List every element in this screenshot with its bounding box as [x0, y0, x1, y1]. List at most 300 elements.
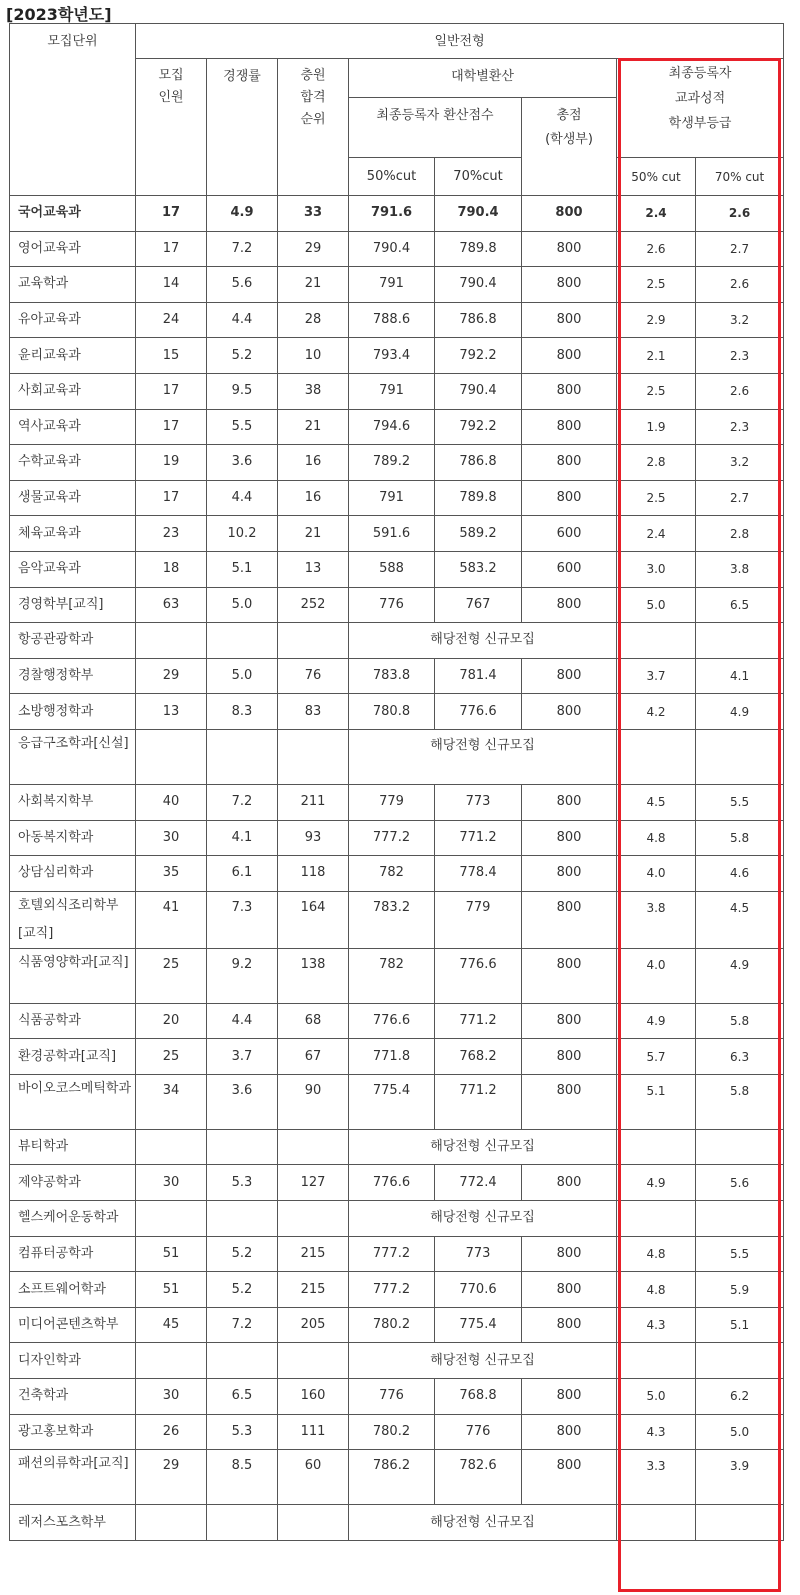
competition-cell: 4.4 [207, 480, 278, 516]
grade-cut70-cell: 5.5 [696, 784, 784, 820]
competition-cell: 5.0 [207, 587, 278, 623]
rank-cell: 164 [278, 891, 349, 948]
total-cell: 800 [522, 1074, 617, 1129]
unit-cell: 응급구조학과[신설] [10, 729, 136, 784]
quota-cell: 18 [136, 551, 207, 587]
table-row [10, 856, 784, 892]
competition-cell: 7.2 [207, 231, 278, 267]
unit-cell: 광고홍보학과 [10, 1414, 136, 1450]
total-cell: 800 [522, 267, 617, 303]
rank-cell: 29 [278, 231, 349, 267]
unit-cell: 바이오코스메틱학과 [10, 1074, 136, 1129]
quota-cell: 40 [136, 784, 207, 820]
unit-cell: 항공관광학과 [10, 623, 136, 659]
new-recruit-cell: 해당전형 신규모집 [349, 1343, 617, 1379]
score-cut50-cell: 771.8 [349, 1039, 435, 1075]
grade-cut70-cell: 6.5 [696, 587, 784, 623]
table-body [10, 196, 784, 1541]
empty-cell [696, 1505, 784, 1541]
header-competition: 경쟁률 [207, 59, 278, 196]
score-cut70-cell: 583.2 [435, 551, 522, 587]
quota-cell: 23 [136, 516, 207, 552]
grade-cut70-cell: 5.1 [696, 1307, 784, 1343]
empty-cell [617, 1343, 696, 1379]
unit-cell: 소방행정학과 [10, 694, 136, 730]
table-row [10, 820, 784, 856]
empty-cell [278, 1343, 349, 1379]
competition-cell: 5.1 [207, 551, 278, 587]
table-row [10, 891, 784, 948]
grade-cut50-cell: 2.5 [617, 480, 696, 516]
score-cut50-cell: 776.6 [349, 1165, 435, 1201]
quota-cell: 13 [136, 694, 207, 730]
grade-cut70-cell: 6.2 [696, 1379, 784, 1415]
grade-cut70-cell: 5.0 [696, 1414, 784, 1450]
total-cell: 800 [522, 196, 617, 232]
grade-cut50-cell: 3.7 [617, 658, 696, 694]
quota-cell: 29 [136, 658, 207, 694]
total-cell: 800 [522, 373, 617, 409]
competition-cell: 3.7 [207, 1039, 278, 1075]
grade-cut50-cell: 2.8 [617, 445, 696, 481]
total-cell: 800 [522, 338, 617, 374]
empty-cell [136, 1505, 207, 1541]
total-cell: 800 [522, 820, 617, 856]
score-cut50-cell: 780.2 [349, 1414, 435, 1450]
grade-cut50-cell: 3.0 [617, 551, 696, 587]
rank-cell: 10 [278, 338, 349, 374]
score-cut70-cell: 779 [435, 891, 522, 948]
table-row [10, 1074, 784, 1129]
quota-cell: 30 [136, 1165, 207, 1201]
rank-cell: 21 [278, 409, 349, 445]
new-recruit-cell: 해당전형 신규모집 [349, 729, 617, 784]
competition-cell: 10.2 [207, 516, 278, 552]
unit-cell: 미디어콘텐츠학부 [10, 1307, 136, 1343]
competition-cell: 3.6 [207, 1074, 278, 1129]
competition-cell: 5.3 [207, 1165, 278, 1201]
admission-table [9, 23, 784, 1541]
quota-cell: 20 [136, 1003, 207, 1039]
unit-cell: 생물교육과 [10, 480, 136, 516]
table-row [10, 409, 784, 445]
score-cut70-cell: 773 [435, 784, 522, 820]
quota-cell: 14 [136, 267, 207, 303]
rank-cell: 90 [278, 1074, 349, 1129]
grade-cut70-cell: 5.5 [696, 1236, 784, 1272]
rank-cell: 13 [278, 551, 349, 587]
score-cut70-cell: 778.4 [435, 856, 522, 892]
total-cell: 800 [522, 891, 617, 948]
grade-cut70-cell: 2.3 [696, 338, 784, 374]
grade-cut70-cell: 4.9 [696, 694, 784, 730]
empty-cell [207, 623, 278, 659]
total-cell: 800 [522, 694, 617, 730]
competition-cell: 8.3 [207, 694, 278, 730]
quota-cell: 17 [136, 409, 207, 445]
empty-cell [207, 1343, 278, 1379]
grade-cut70-cell: 5.8 [696, 1074, 784, 1129]
rank-cell: 67 [278, 1039, 349, 1075]
quota-cell: 41 [136, 891, 207, 948]
grade-cut50-cell: 4.9 [617, 1165, 696, 1201]
grade-cut70-cell: 2.6 [696, 373, 784, 409]
competition-cell: 3.6 [207, 445, 278, 481]
total-cell: 800 [522, 1450, 617, 1505]
unit-cell: 레저스포츠학부 [10, 1505, 136, 1541]
quota-cell: 25 [136, 948, 207, 1003]
quota-cell: 51 [136, 1236, 207, 1272]
score-cut50-cell: 783.2 [349, 891, 435, 948]
score-cut50-cell: 791 [349, 267, 435, 303]
rank-cell: 83 [278, 694, 349, 730]
score-cut70-cell: 775.4 [435, 1307, 522, 1343]
rank-cell: 138 [278, 948, 349, 1003]
unit-cell: 사회복지학부 [10, 784, 136, 820]
grade-cut70-cell: 4.6 [696, 856, 784, 892]
unit-cell: 아동복지학과 [10, 820, 136, 856]
competition-cell: 7.2 [207, 784, 278, 820]
table-row [10, 587, 784, 623]
unit-cell: 디자인학과 [10, 1343, 136, 1379]
grade-cut50-cell: 2.4 [617, 196, 696, 232]
competition-cell: 4.9 [207, 196, 278, 232]
total-cell: 800 [522, 302, 617, 338]
quota-cell: 25 [136, 1039, 207, 1075]
rank-cell: 28 [278, 302, 349, 338]
total-cell: 600 [522, 551, 617, 587]
grade-cut70-cell: 5.6 [696, 1165, 784, 1201]
total-cell: 800 [522, 948, 617, 1003]
competition-cell: 7.2 [207, 1307, 278, 1343]
total-cell: 600 [522, 516, 617, 552]
competition-cell: 4.1 [207, 820, 278, 856]
table-row [10, 445, 784, 481]
rank-cell: 38 [278, 373, 349, 409]
total-cell: 800 [522, 1236, 617, 1272]
header-cut70-grade: 70% cut [696, 158, 784, 196]
score-cut50-cell: 780.8 [349, 694, 435, 730]
grade-cut70-cell: 3.8 [696, 551, 784, 587]
table-row [10, 1236, 784, 1272]
table-row [10, 551, 784, 587]
score-cut50-cell: 788.6 [349, 302, 435, 338]
table-row [10, 1003, 784, 1039]
table-row [10, 338, 784, 374]
unit-cell: 상담심리학과 [10, 856, 136, 892]
empty-cell [136, 1343, 207, 1379]
unit-cell: 헬스케어운동학과 [10, 1201, 136, 1237]
quota-cell: 26 [136, 1414, 207, 1450]
grade-cut50-cell: 5.1 [617, 1074, 696, 1129]
competition-cell: 5.0 [207, 658, 278, 694]
score-cut70-cell: 771.2 [435, 1074, 522, 1129]
score-cut50-cell: 791 [349, 480, 435, 516]
grade-cut50-cell: 4.8 [617, 1236, 696, 1272]
grade-cut50-cell: 4.5 [617, 784, 696, 820]
empty-cell [207, 1505, 278, 1541]
unit-cell: 교육학과 [10, 267, 136, 303]
rank-cell: 33 [278, 196, 349, 232]
table-row [10, 302, 784, 338]
header-final-grade: 최종등록자 교과성적 학생부등급 [617, 59, 784, 158]
empty-cell [136, 1201, 207, 1237]
competition-cell: 4.4 [207, 302, 278, 338]
score-cut50-cell: 789.2 [349, 445, 435, 481]
header-final-score: 최종등록자 환산점수 [349, 98, 522, 158]
rank-cell: 118 [278, 856, 349, 892]
quota-cell: 15 [136, 338, 207, 374]
grade-cut50-cell: 2.1 [617, 338, 696, 374]
total-cell: 800 [522, 480, 617, 516]
score-cut70-cell: 782.6 [435, 1450, 522, 1505]
quota-cell: 19 [136, 445, 207, 481]
unit-cell: 유아교육과 [10, 302, 136, 338]
table-row [10, 1129, 784, 1165]
table-row [10, 1307, 784, 1343]
unit-cell: 수학교육과 [10, 445, 136, 481]
unit-cell: 패션의류학과[교직] [10, 1450, 136, 1505]
table-row [10, 948, 784, 1003]
score-cut50-cell: 777.2 [349, 1272, 435, 1308]
grade-cut70-cell: 4.5 [696, 891, 784, 948]
competition-cell: 5.2 [207, 1272, 278, 1308]
total-cell: 800 [522, 445, 617, 481]
empty-cell [617, 1201, 696, 1237]
competition-cell: 9.5 [207, 373, 278, 409]
score-cut50-cell: 783.8 [349, 658, 435, 694]
unit-cell: 국어교육과 [10, 196, 136, 232]
empty-cell [617, 623, 696, 659]
empty-cell [617, 729, 696, 784]
empty-cell [136, 623, 207, 659]
quota-cell: 30 [136, 820, 207, 856]
score-cut70-cell: 767 [435, 587, 522, 623]
unit-cell: 뷰티학과 [10, 1129, 136, 1165]
score-cut50-cell: 786.2 [349, 1450, 435, 1505]
total-cell: 800 [522, 409, 617, 445]
unit-cell: 호텔외식조리학부[교직] [10, 891, 136, 948]
grade-cut50-cell: 2.6 [617, 231, 696, 267]
score-cut50-cell: 779 [349, 784, 435, 820]
score-cut70-cell: 786.8 [435, 445, 522, 481]
score-cut70-cell: 772.4 [435, 1165, 522, 1201]
table-row [10, 231, 784, 267]
rank-cell: 111 [278, 1414, 349, 1450]
unit-cell: 역사교육과 [10, 409, 136, 445]
score-cut70-cell: 776.6 [435, 694, 522, 730]
unit-cell: 체육교육과 [10, 516, 136, 552]
score-cut50-cell: 776 [349, 1379, 435, 1415]
grade-cut50-cell: 4.8 [617, 1272, 696, 1308]
grade-cut50-cell: 4.9 [617, 1003, 696, 1039]
grade-cut50-cell: 2.9 [617, 302, 696, 338]
competition-cell: 7.3 [207, 891, 278, 948]
unit-cell: 음악교육과 [10, 551, 136, 587]
table-row [10, 1343, 784, 1379]
competition-cell: 8.5 [207, 1450, 278, 1505]
empty-cell [617, 1129, 696, 1165]
grade-cut50-cell: 5.0 [617, 1379, 696, 1415]
score-cut70-cell: 768.8 [435, 1379, 522, 1415]
unit-cell: 사회교육과 [10, 373, 136, 409]
grade-cut70-cell: 2.3 [696, 409, 784, 445]
grade-cut70-cell: 2.7 [696, 231, 784, 267]
grade-cut70-cell: 3.9 [696, 1450, 784, 1505]
grade-cut70-cell: 3.2 [696, 302, 784, 338]
score-cut70-cell: 792.2 [435, 409, 522, 445]
score-cut70-cell: 790.4 [435, 373, 522, 409]
score-cut50-cell: 775.4 [349, 1074, 435, 1129]
grade-cut70-cell: 2.6 [696, 267, 784, 303]
table-row [10, 1039, 784, 1075]
page-title: [2023학년도] [6, 5, 112, 24]
empty-cell [696, 1129, 784, 1165]
grade-cut70-cell: 2.8 [696, 516, 784, 552]
competition-cell: 4.4 [207, 1003, 278, 1039]
unit-cell: 컴퓨터공학과 [10, 1236, 136, 1272]
table-row [10, 516, 784, 552]
new-recruit-cell: 해당전형 신규모집 [349, 1201, 617, 1237]
rank-cell: 16 [278, 445, 349, 481]
competition-cell: 9.2 [207, 948, 278, 1003]
table-row [10, 267, 784, 303]
header-total: 총점 (학생부) [522, 98, 617, 196]
grade-cut50-cell: 3.8 [617, 891, 696, 948]
rank-cell: 93 [278, 820, 349, 856]
rank-cell: 127 [278, 1165, 349, 1201]
header-cut70: 70%cut [435, 158, 522, 196]
total-cell: 800 [522, 1165, 617, 1201]
competition-cell: 5.6 [207, 267, 278, 303]
table-row [10, 1450, 784, 1505]
table-row [10, 1379, 784, 1415]
header-general: 일반전형 [136, 24, 784, 59]
score-cut50-cell: 588 [349, 551, 435, 587]
empty-cell [136, 729, 207, 784]
empty-cell [207, 1129, 278, 1165]
total-cell: 800 [522, 231, 617, 267]
score-cut70-cell: 771.2 [435, 1003, 522, 1039]
score-cut70-cell: 770.6 [435, 1272, 522, 1308]
score-cut50-cell: 776.6 [349, 1003, 435, 1039]
table-row [10, 1505, 784, 1541]
rank-cell: 211 [278, 784, 349, 820]
score-cut70-cell: 776.6 [435, 948, 522, 1003]
grade-cut70-cell: 4.1 [696, 658, 784, 694]
rank-cell: 205 [278, 1307, 349, 1343]
header-cut50-grade: 50% cut [617, 158, 696, 196]
table-row [10, 694, 784, 730]
empty-cell [696, 623, 784, 659]
grade-cut70-cell: 5.9 [696, 1272, 784, 1308]
total-cell: 800 [522, 1414, 617, 1450]
score-cut70-cell: 768.2 [435, 1039, 522, 1075]
unit-cell: 환경공학과[교직] [10, 1039, 136, 1075]
competition-cell: 5.5 [207, 409, 278, 445]
score-cut50-cell: 777.2 [349, 820, 435, 856]
table-row [10, 373, 784, 409]
competition-cell: 5.2 [207, 338, 278, 374]
score-cut70-cell: 786.8 [435, 302, 522, 338]
quota-cell: 24 [136, 302, 207, 338]
empty-cell [207, 729, 278, 784]
rank-cell: 160 [278, 1379, 349, 1415]
competition-cell: 5.2 [207, 1236, 278, 1272]
grade-cut70-cell: 3.2 [696, 445, 784, 481]
total-cell: 800 [522, 658, 617, 694]
total-cell: 800 [522, 1307, 617, 1343]
grade-cut50-cell: 3.3 [617, 1450, 696, 1505]
grade-cut50-cell: 4.2 [617, 694, 696, 730]
unit-cell: 윤리교육과 [10, 338, 136, 374]
grade-cut70-cell: 6.3 [696, 1039, 784, 1075]
unit-cell: 영어교육과 [10, 231, 136, 267]
quota-cell: 35 [136, 856, 207, 892]
rank-cell: 252 [278, 587, 349, 623]
total-cell: 800 [522, 1003, 617, 1039]
table-row [10, 1201, 784, 1237]
rank-cell: 215 [278, 1236, 349, 1272]
empty-cell [278, 1129, 349, 1165]
empty-cell [696, 729, 784, 784]
table-row [10, 623, 784, 659]
total-cell: 800 [522, 587, 617, 623]
empty-cell [278, 729, 349, 784]
score-cut70-cell: 789.8 [435, 480, 522, 516]
quota-cell: 17 [136, 231, 207, 267]
grade-cut70-cell: 5.8 [696, 1003, 784, 1039]
header-quota: 모집 인원 [136, 59, 207, 196]
rank-cell: 76 [278, 658, 349, 694]
grade-cut70-cell: 5.8 [696, 820, 784, 856]
total-cell: 800 [522, 784, 617, 820]
quota-cell: 63 [136, 587, 207, 623]
score-cut70-cell: 589.2 [435, 516, 522, 552]
score-cut70-cell: 789.8 [435, 231, 522, 267]
header-rank: 충원 합격 순위 [278, 59, 349, 196]
table-row [10, 480, 784, 516]
table-row [10, 1414, 784, 1450]
grade-cut70-cell: 4.9 [696, 948, 784, 1003]
empty-cell [617, 1505, 696, 1541]
unit-cell: 소프트웨어학과 [10, 1272, 136, 1308]
score-cut50-cell: 790.4 [349, 231, 435, 267]
unit-cell: 경영학부[교직] [10, 587, 136, 623]
rank-cell: 21 [278, 516, 349, 552]
grade-cut50-cell: 5.0 [617, 587, 696, 623]
quota-cell: 45 [136, 1307, 207, 1343]
score-cut50-cell: 791.6 [349, 196, 435, 232]
grade-cut50-cell: 2.5 [617, 267, 696, 303]
score-cut70-cell: 773 [435, 1236, 522, 1272]
grade-cut50-cell: 4.0 [617, 948, 696, 1003]
grade-cut50-cell: 1.9 [617, 409, 696, 445]
empty-cell [696, 1343, 784, 1379]
score-cut70-cell: 790.4 [435, 267, 522, 303]
grade-cut50-cell: 4.3 [617, 1307, 696, 1343]
grade-cut50-cell: 5.7 [617, 1039, 696, 1075]
score-cut50-cell: 782 [349, 948, 435, 1003]
grade-cut50-cell: 4.3 [617, 1414, 696, 1450]
quota-cell: 17 [136, 373, 207, 409]
competition-cell: 5.3 [207, 1414, 278, 1450]
competition-cell: 6.5 [207, 1379, 278, 1415]
new-recruit-cell: 해당전형 신규모집 [349, 1129, 617, 1165]
rank-cell: 215 [278, 1272, 349, 1308]
header-univ-score: 대학별환산 [349, 59, 617, 98]
quota-cell: 34 [136, 1074, 207, 1129]
